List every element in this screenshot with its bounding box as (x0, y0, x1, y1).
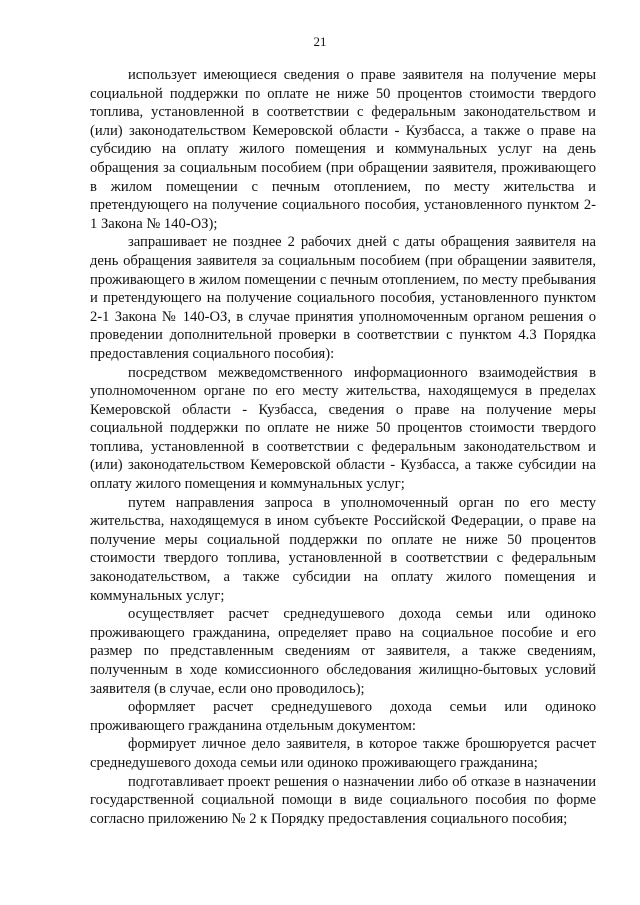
paragraph-4: путем направления запроса в уполномоченный орган по его месту жительства, находящемуся в ином субъекте Российской Федерации, о праве на получение меры социальной поддержки по оплате не ниже 50 процентов стоимости твердого топлива, установленной в соответствии с федеральным законодательством, а также субсидии на оплату жилого помещения и коммунальных услуг; (90, 494, 596, 604)
paragraph-5: осуществляет расчет среднедушевого дохода семьи или одиноко проживающего гражданина, определяет право на социальное пособие и его размер по представленным сведениям от заявителя, а также сведениям, полученным в ходе комиссионного обследования жилищно-бытовых условий заявителя (в случае, если оно проводилось); (90, 606, 596, 697)
paragraph-8: подготавливает проект решения о назначении либо об отказе в назначении государственной социальной помощи в виде социального пособия по форме согласно приложению № 2 к Порядку предоставления социального пособия; (90, 773, 596, 827)
paragraph-3: посредством межведомственного информационного взаимодействия в уполномоченном органе по его месту жительства, находящемуся в пределах Кемеровской области - Кузбасса, сведения о праве на получение меры социальной поддержки по оплате не ниже 50 процентов стоимости твердого топлива, установленной в соответствии с федеральным законодательством и (или) законодательством Кемеровской области - Кузбасса, а также субсидии на оплату жилого помещения и коммунальных услуг; (90, 364, 596, 493)
paragraph-2: запрашивает не позднее 2 рабочих дней с даты обращения заявителя на день обращения заявителя за социальным пособием (при обращении заявителя, проживающего в жилом помещении с печным отоплением, по месту пребывания и претендующего на получение социального пособия, установленного пунктом 2-1 Закона № 140-ОЗ, в случае принятия уполномоченным органом решения о проведении дополнительной проверки в соответствии с пунктом 4.3 Порядка предоставления социального пособия): (90, 234, 596, 362)
paragraph-6: оформляет расчет среднедушевого дохода семьи или одиноко проживающего гражданина отдельным документом: (90, 699, 596, 734)
paragraph-1: использует имеющиеся сведения о праве заявителя на получение меры социальной поддержки по оплате не ниже 50 процентов стоимости твердого топлива, установленной в соответствии с федеральным законодательством и (или) законодательством Кемеровской области - Кузбасса, а также о праве на субсидию на оплату жилого помещения и коммунальных услуг на день обращения за социальным пособием (при обращении заявителя, проживающего в жилом помещении с печным отоплением, по месту жительства и претендующего на получение социального пособия, установленного пунктом 2-1 Закона № 140-ОЗ); (90, 67, 596, 232)
paragraph-7: формирует личное дело заявителя, в которое также брошюруется расчет среднедушевого дохода семьи или одиноко проживающего гражданина; (90, 736, 596, 771)
page-number: 21 (313, 34, 327, 49)
document-body (90, 66, 596, 828)
